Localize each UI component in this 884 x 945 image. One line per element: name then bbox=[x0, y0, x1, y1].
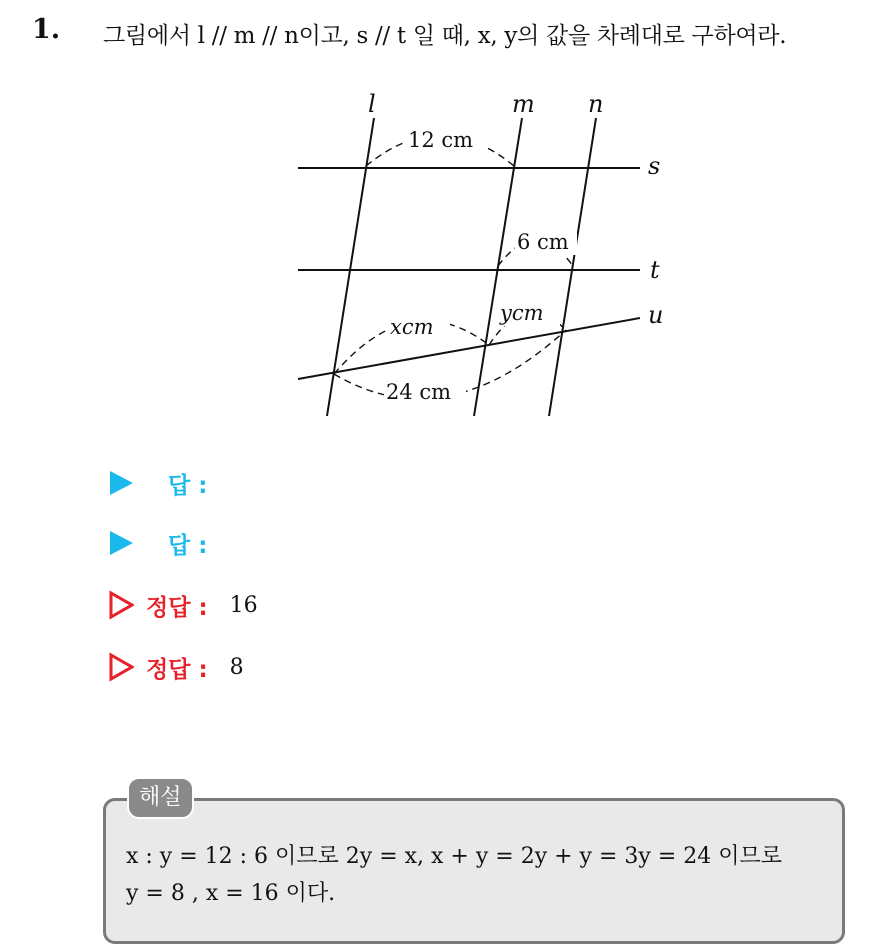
correct-label: 정답 : bbox=[146, 594, 208, 621]
correct-value: 8 bbox=[229, 654, 244, 680]
solution-line-2: y = 8 , x = 16 이다. bbox=[126, 881, 336, 906]
answer-row-1 bbox=[108, 466, 207, 500]
label-x: xcm bbox=[390, 315, 434, 339]
label-m: m bbox=[512, 90, 535, 118]
label-12cm: 12 cm bbox=[408, 128, 474, 152]
outline-triangle-icon bbox=[108, 652, 134, 682]
line-n bbox=[549, 118, 596, 416]
label-l: l bbox=[368, 90, 376, 118]
correct-label: 정답 : bbox=[146, 656, 208, 683]
play-triangle-icon bbox=[108, 468, 134, 498]
play-triangle-icon bbox=[108, 528, 134, 558]
label-n: n bbox=[588, 90, 604, 118]
outline-triangle-icon bbox=[108, 590, 134, 620]
label-t: t bbox=[650, 256, 660, 284]
question-number: 1. bbox=[32, 14, 61, 45]
label-6cm: 6 cm bbox=[517, 230, 569, 254]
line-l bbox=[327, 118, 374, 416]
answer-row-2 bbox=[108, 526, 207, 560]
line-u bbox=[298, 318, 640, 379]
solution-line-1: x : y = 12 : 6 이므로 2y = x, x + y = 2y + y = 3y = 24 이므로 bbox=[126, 844, 782, 869]
solution-box bbox=[103, 798, 845, 944]
label-24cm: 24 cm bbox=[386, 380, 452, 404]
correct-row-1 bbox=[108, 588, 258, 622]
answer-label: 답 : bbox=[168, 532, 208, 559]
solution-tab: 해설 bbox=[127, 777, 194, 819]
correct-row-2 bbox=[108, 650, 244, 684]
label-s: s bbox=[648, 152, 661, 180]
answer-label: 답 : bbox=[168, 472, 208, 499]
line-m bbox=[474, 118, 522, 416]
label-y: ycm bbox=[500, 301, 544, 325]
label-u: u bbox=[648, 301, 664, 329]
correct-value: 16 bbox=[229, 592, 258, 618]
question-text: 그림에서 l // m // n이고, s // t 일 때, x, y의 값을 차례대로 구하여라. bbox=[103, 23, 787, 49]
